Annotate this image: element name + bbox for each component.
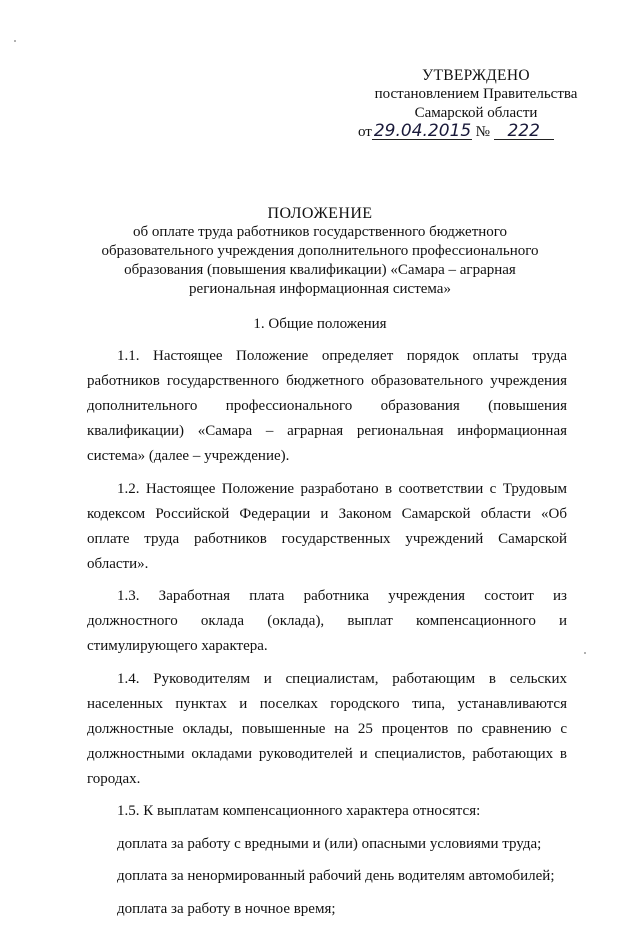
number-label: № xyxy=(475,124,490,140)
list-item: доплата за работу в ночное время; xyxy=(117,900,336,917)
handwritten-number: 222 xyxy=(494,123,554,140)
document-title: ПОЛОЖЕНИЕ xyxy=(267,205,373,222)
paragraph: 1.2. Настоящее Положение разработано в соответствии с Трудовым кодексом Российской Федерации и Законом Самарской области «Об оплате труда работников государственных учреждений Самарской области». xyxy=(87,480,567,572)
paragraph: 1.3. Заработная плата работника учреждения состоит из должностного оклада (оклада), выплат компенсационного и стимулирующего характера. xyxy=(87,588,567,654)
list-item: доплата за ненормированный рабочий день водителям автомобилей; xyxy=(117,868,555,884)
document-header xyxy=(60,204,580,299)
document-subtitle: региональная информационная система» xyxy=(189,281,451,297)
document-subtitle: об оплате труда работников государственного бюджетного xyxy=(132,224,508,240)
approval-line: постановлением Правительства xyxy=(374,86,578,102)
scan-speck xyxy=(14,40,16,42)
paragraph: 1.5. К выплатам компенсационного характера относятся: xyxy=(117,803,481,819)
approval-title: УТВЕРЖДЕНО xyxy=(422,67,530,84)
document-subtitle: образовательного учреждения дополнительного профессионального xyxy=(101,243,539,259)
paragraph: 1.1. Настоящее Положение определяет порядок оплаты труда работников государственного бюджетного образовательного учреждения дополнительного профессионального образования (повышения квалификации) «Самара – аграрная региональная информационная система» (далее – учреждение). xyxy=(87,348,567,464)
document-subtitle: образования (повышения квалификации) «Самара – аграрная xyxy=(124,262,516,278)
date-label: от xyxy=(358,124,372,140)
approval-line: Самарской области xyxy=(414,105,538,121)
paragraph: 1.4. Руководителям и специалистам, работающим в сельских населенных пунктах и поселках городского типа, устанавливаются должностные оклады, повышенные на 25 процентов по сравнению с должностными окладами руководителей и специалистов, работающих в городах. xyxy=(87,670,567,787)
scan-speck xyxy=(584,652,586,654)
approval-dateline xyxy=(358,123,596,142)
handwritten-date: 29.04.2015 xyxy=(373,121,472,141)
approval-stamp xyxy=(356,66,596,142)
document-body xyxy=(87,344,567,929)
section-heading: 1. Общие положения xyxy=(253,316,387,332)
list-item: доплата за работу с вредными и (или) опасными условиями труда; xyxy=(117,835,542,852)
